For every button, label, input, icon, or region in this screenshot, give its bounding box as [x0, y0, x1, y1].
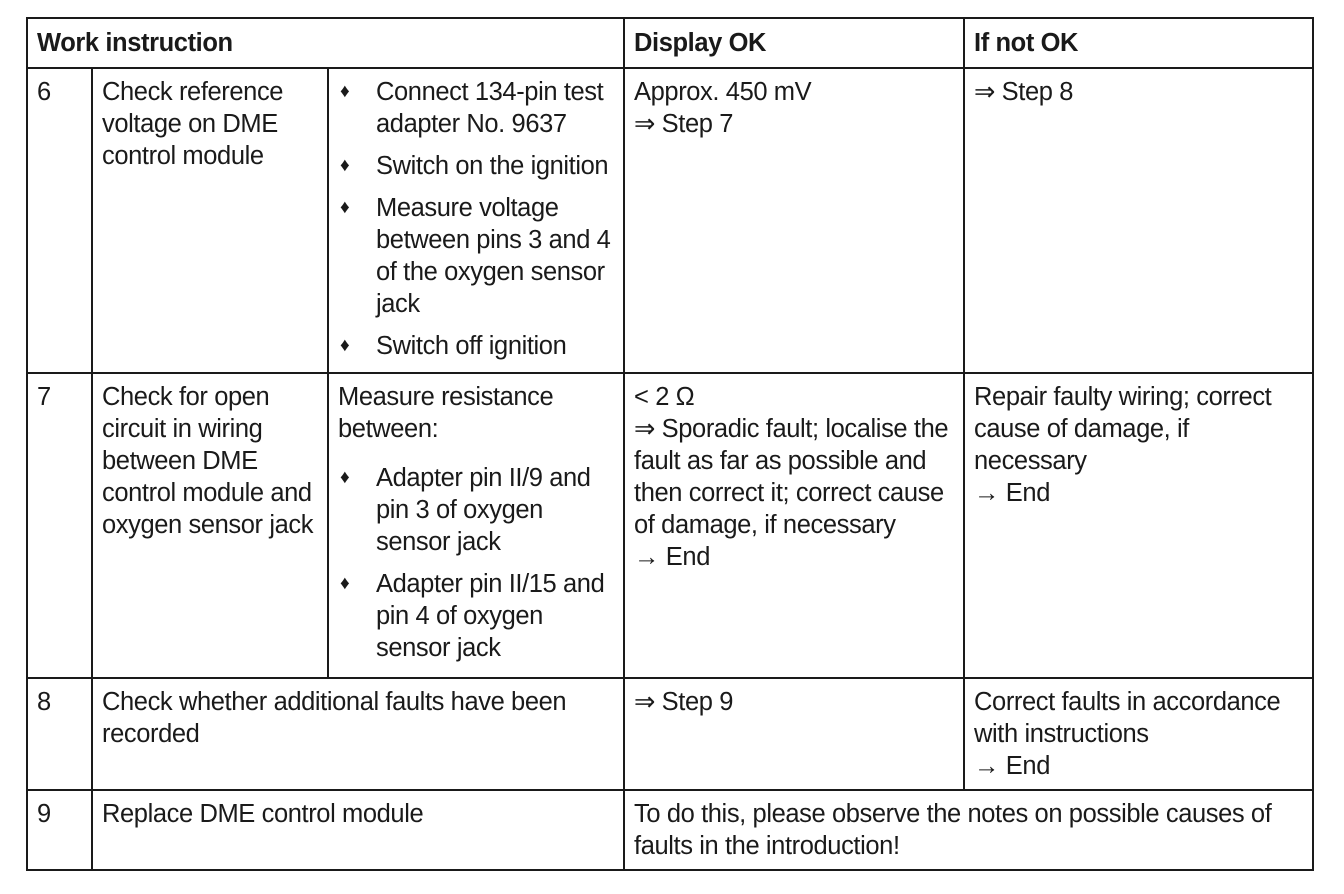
list-item — [338, 568, 614, 664]
actions-cell — [328, 68, 624, 373]
if-not-ok-cell — [964, 373, 1313, 678]
table-row — [27, 790, 1313, 870]
list-item — [338, 76, 614, 140]
header-row — [27, 18, 1313, 68]
actions-cell — [328, 373, 624, 678]
bullet-icon: ♦ — [340, 573, 350, 594]
display-ok-cell — [624, 678, 964, 790]
bullet-icon: ♦ — [340, 197, 350, 218]
list-item — [338, 192, 614, 320]
action-text: Connect 134-pin test adapter No. 9637 — [376, 78, 604, 138]
list-item — [338, 330, 614, 362]
step-number: 6 — [27, 68, 92, 373]
action-text: Adapter pin II/9 and pin 3 of oxygen sensor jack — [376, 464, 591, 556]
display-ok-line: Approx. 450 mV — [634, 78, 812, 106]
table-row — [27, 678, 1313, 790]
display-ok-line: < 2 Ω — [634, 383, 695, 411]
list-item — [338, 150, 614, 182]
action-list — [338, 76, 614, 362]
action-text: Measure voltage between pins 3 and 4 of the oxygen sensor jack — [376, 194, 611, 318]
work-instruction-table — [26, 17, 1314, 871]
action-list — [338, 462, 614, 664]
header-if-not-ok: If not OK — [964, 18, 1313, 68]
if-not-ok-line: Repair faulty wiring; correct cause of damage, if necessary — [974, 383, 1272, 475]
action-text: Switch on the ignition — [376, 152, 609, 180]
if-not-ok-line: → End — [974, 479, 1050, 507]
instruction-cell: Check reference voltage on DME control module — [92, 68, 328, 373]
if-not-ok-cell — [964, 68, 1313, 373]
action-text: Switch off ignition — [376, 332, 567, 360]
if-not-ok-line: Correct faults in accordance with instructions — [974, 688, 1281, 748]
bullet-icon: ♦ — [340, 155, 350, 176]
header-display-ok: Display OK — [624, 18, 964, 68]
display-ok-line: ⇒ Step 7 — [634, 110, 733, 138]
step-number: 7 — [27, 373, 92, 678]
header-work-instruction: Work instruction — [27, 18, 624, 68]
table-row — [27, 68, 1313, 373]
instruction-cell: Check whether additional faults have been recorded — [92, 678, 624, 790]
display-ok-line: ⇒ Step 9 — [634, 688, 733, 716]
list-item — [338, 462, 614, 558]
bullet-icon: ♦ — [340, 81, 350, 102]
if-not-ok-cell — [964, 678, 1313, 790]
instruction-cell: Replace DME control module — [92, 790, 624, 870]
note-cell: To do this, please observe the notes on possible causes of faults in the introduction! — [624, 790, 1313, 870]
display-ok-cell — [624, 373, 964, 678]
if-not-ok-line: → End — [974, 752, 1050, 780]
instruction-cell: Check for open circuit in wiring between DME control module and oxygen sensor jack — [92, 373, 328, 678]
document-page — [26, 17, 1312, 871]
display-ok-line: → End — [634, 543, 710, 571]
step-number: 9 — [27, 790, 92, 870]
step-number: 8 — [27, 678, 92, 790]
table-row — [27, 373, 1313, 678]
display-ok-cell — [624, 68, 964, 373]
bullet-icon: ♦ — [340, 467, 350, 488]
actions-intro: Measure resistance between: — [338, 383, 554, 443]
if-not-ok-line: ⇒ Step 8 — [974, 78, 1073, 106]
display-ok-line: ⇒ Sporadic fault; localise the fault as far as possible and then correct it; correct cause of damage, if necessary — [634, 415, 949, 539]
action-text: Adapter pin II/15 and pin 4 of oxygen sensor jack — [376, 570, 605, 662]
bullet-icon: ♦ — [340, 335, 350, 356]
